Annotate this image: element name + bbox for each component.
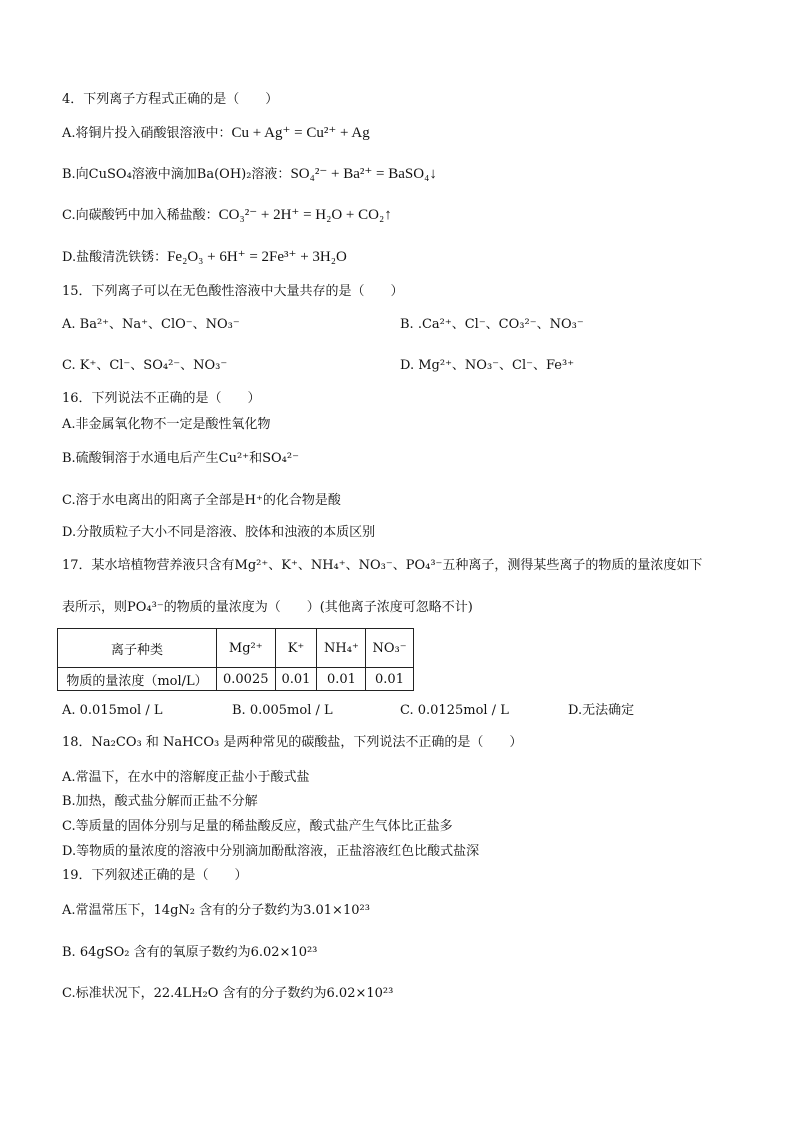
- equation: CO₃²⁻ + 2H⁺ = H₂O + CO₂↑: [218, 207, 392, 223]
- option-b: B.硫酸铜溶于水通电后产生Cu²⁺和SO₄²⁻: [62, 451, 299, 466]
- option-a: A.常温下，在水中的溶解度正盐小于酸式盐: [62, 770, 310, 785]
- table-cell: NO₃⁻: [366, 629, 413, 668]
- question-stem: 4．下列离子方程式正确的是（ ）: [62, 92, 279, 107]
- option-d: D.无法确定: [568, 703, 635, 718]
- table-cell: Mg²⁺: [217, 629, 276, 668]
- option-d: D. Mg²⁺、NO₃⁻、Cl⁻、Fe³⁺: [400, 358, 575, 373]
- question-stem-line2: 表所示，则PO₄³⁻的物质的量浓度为（ ）(其他离子浓度可忽略不计): [62, 600, 473, 615]
- question-stem: 15．下列离子可以在无色酸性溶液中大量共存的是（ ）: [62, 284, 404, 299]
- option-a: A.非金属氧化物不一定是酸性氧化物: [62, 417, 271, 432]
- option-c: C.溶于水电离出的阳离子全部是H⁺的化合物是酸: [62, 493, 341, 508]
- option-b: B. 0.005mol / L: [232, 703, 333, 718]
- option-label: C.向碳酸钙中加入稀盐酸：: [62, 208, 219, 223]
- option-d: [62, 248, 347, 267]
- option-b: [62, 165, 437, 184]
- table-row: [58, 668, 414, 691]
- equation: Fe₂O₃ + 6H⁺ = 2Fe³⁺ + 3H₂O: [167, 249, 347, 265]
- option-a: A. Ba²⁺、Na⁺、ClO⁻、NO₃⁻: [62, 317, 240, 332]
- table-cell: K⁺: [275, 629, 317, 668]
- table-cell: 0.01: [317, 668, 366, 691]
- ion-concentration-table: [57, 628, 414, 691]
- equation: SO₄²⁻ + Ba²⁺ = BaSO₄↓: [290, 166, 437, 182]
- option-label: B.向CuSO₄溶液中滴加Ba(OH)₂溶液：: [62, 167, 291, 182]
- table-cell: NH₄⁺: [317, 629, 366, 668]
- option-label: D.盐酸清洗铁锈：: [62, 250, 168, 265]
- option-label: A.将铜片投入硝酸银溶液中：: [62, 126, 232, 141]
- question-stem: 19．下列叙述正确的是（ ）: [62, 868, 248, 883]
- question-stem: 16．下列说法不正确的是（ ）: [62, 391, 261, 406]
- table-cell: 0.01: [366, 668, 413, 691]
- table-cell: 0.01: [275, 668, 317, 691]
- option-b: B. 64gSO₂ 含有的氧原子数约为6.02×10²³: [62, 945, 318, 960]
- question-stem-line1: 17．某水培植物营养液只含有Mg²⁺、K⁺、NH₄⁺、NO₃⁻、PO₄³⁻五种离子，测得某些离子的物质的量浓度如下: [62, 558, 703, 573]
- table-cell: 0.0025: [217, 668, 276, 691]
- question-stem: 18．Na₂CO₃ 和 NaHCO₃ 是两种常见的碳酸盐，下列说法不正确的是（ ）: [62, 735, 523, 750]
- table-cell: 离子种类: [58, 629, 217, 668]
- option-d: D.等物质的量浓度的溶液中分别滴加酚酞溶液，正盐溶液红色比酸式盐深: [62, 844, 480, 859]
- option-a: [62, 124, 370, 143]
- option-c: C. 0.0125mol / L: [400, 703, 509, 718]
- option-c: C.等质量的固体分别与足量的稀盐酸反应，酸式盐产生气体比正盐多: [62, 819, 453, 834]
- option-c: C.标准状况下，22.4LH₂O 含有的分子数约为6.02×10²³: [62, 986, 394, 1001]
- option-a: A.常温常压下，14gN₂ 含有的分子数约为3.01×10²³: [62, 903, 370, 918]
- table-cell: 物质的量浓度（mol/L）: [58, 668, 217, 691]
- option-c: [62, 206, 392, 225]
- option-a: A. 0.015mol / L: [62, 703, 163, 718]
- option-c: C. K⁺、Cl⁻、SO₄²⁻、NO₃⁻: [62, 358, 228, 373]
- option-b: B.加热，酸式盐分解而正盐不分解: [62, 794, 258, 809]
- equation: Cu + Ag⁺ = Cu²⁺ + Ag: [231, 125, 370, 141]
- table-header-row: [58, 629, 414, 668]
- option-d: D.分散质粒子大小不同是溶液、胶体和浊液的本质区别: [62, 525, 376, 540]
- option-b: B. .Ca²⁺、Cl⁻、CO₃²⁻、NO₃⁻: [400, 317, 584, 332]
